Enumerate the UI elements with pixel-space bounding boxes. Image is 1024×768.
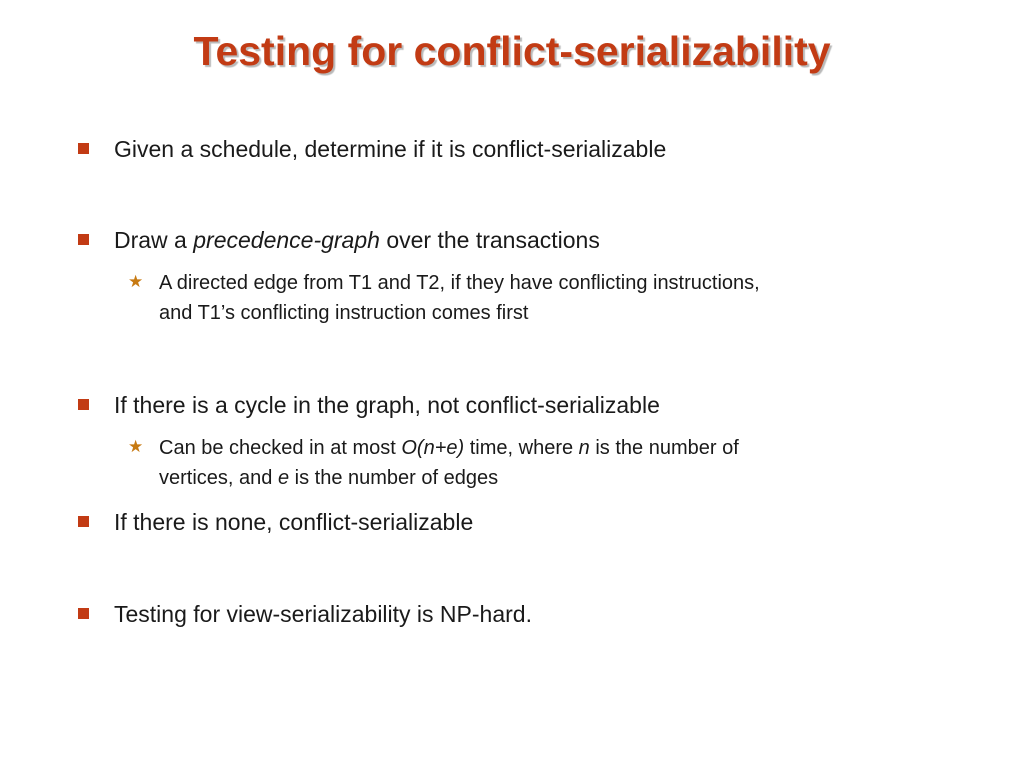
square-bullet-icon <box>78 399 89 410</box>
bullet-text: Testing for view-serializability is NP-hard. <box>114 601 532 627</box>
square-bullet-icon <box>78 234 89 245</box>
square-bullet-icon <box>78 516 89 527</box>
slide-title: Testing for conflict-serializability <box>193 28 831 74</box>
star-icon: ★ <box>128 437 144 456</box>
square-bullet-icon <box>78 143 89 154</box>
sub-bullet-text: Can be checked in at most O(n+e) time, where n is the number of vertices, and e is the number of edges <box>159 437 739 489</box>
star-icon: ★ <box>128 272 144 291</box>
bullet-text: If there is a cycle in the graph, not conflict-serializable <box>114 392 660 418</box>
bullet-text: Given a schedule, determine if it is conflict-serializable <box>114 136 667 162</box>
square-bullet-icon <box>78 608 89 619</box>
bullet-text: If there is none, conflict-serializable <box>114 509 474 535</box>
sub-bullet-text: A directed edge from T1 and T2, if they have conflicting instructions, and T1’s conflicting instruction comes first <box>159 272 760 324</box>
bullet-text: Draw a precedence-graph over the transactions <box>114 227 600 253</box>
